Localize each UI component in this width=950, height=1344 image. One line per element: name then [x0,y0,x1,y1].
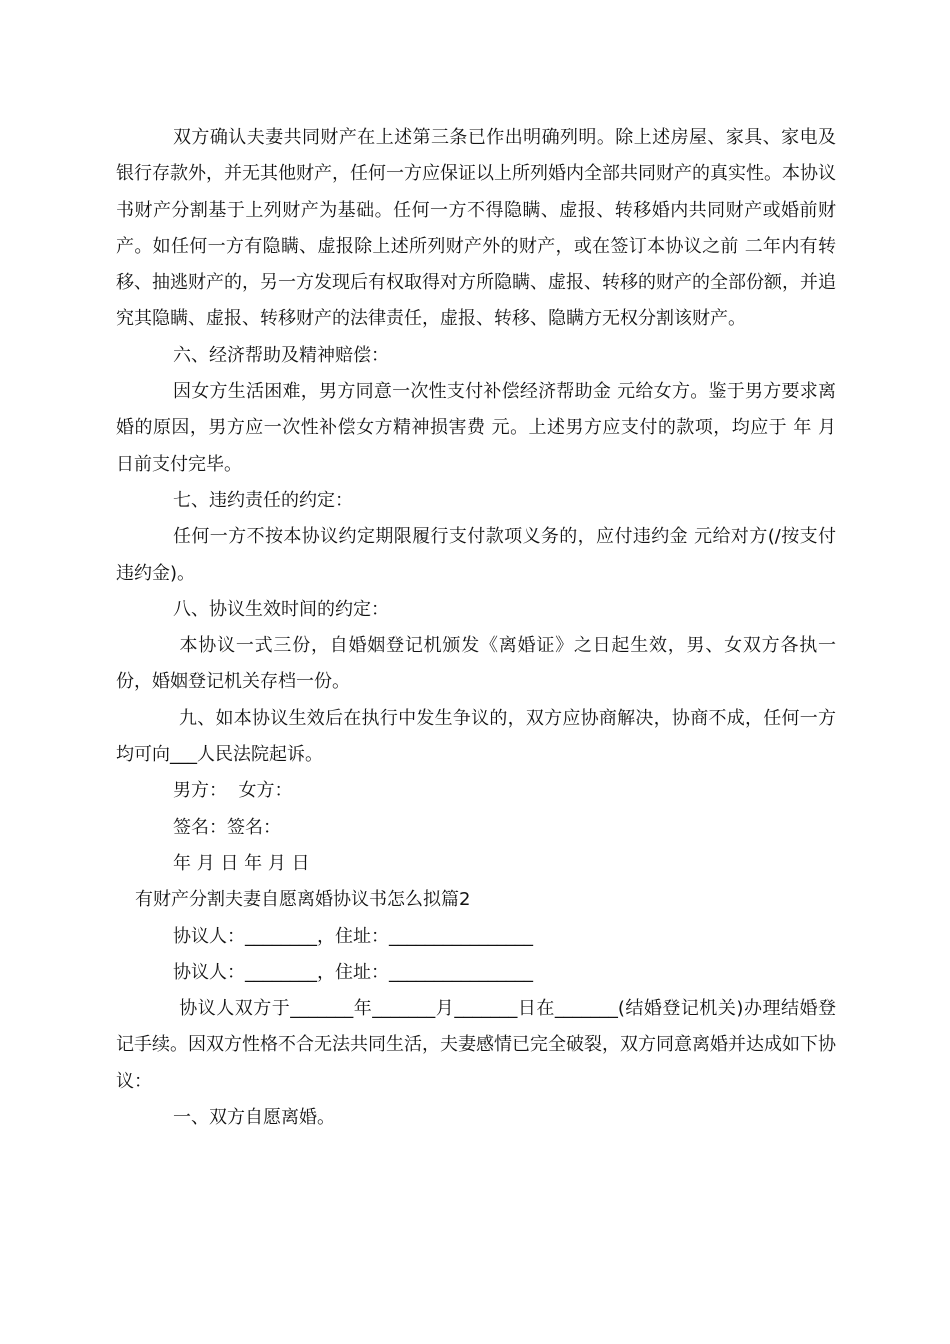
article-title: 有财产分割夫妻自愿离婚协议书怎么拟篇2 [135,889,471,911]
paragraph-economic-help: 因女方生活困难，男方同意一次性支付补偿经济帮助金 元给女方。鉴于男方要求离婚的原因，男方应一次性补偿女方精神损害费 元。上述男方应支付的款项，均应于 年 月 日前支付完毕。 [116,381,842,475]
signature-date-line: 年 月 日 年 月 日 [173,852,310,874]
document-page [116,120,842,1136]
signature-parties-line: 男方： 女方： [173,780,293,802]
section-heading-effective-time: 八、协议生效时间的约定： [173,598,389,620]
paragraph-property-confirmation: 双方确认夫妻共同财产在上述第三条已作出明确列明。除上述房屋、家具、家电及银行存款外，并无其他财产，任何一方应保证以上所列婚内全部共同财产的真实性。本协议书财产分割基于上列财产为基础。任何一方不得隐瞒、虚报、转移婚内共同财产或婚前财产。如任何一方有隐瞒、虚报除上述所列财产外的财产，或在签订本协议之前 二年内有转移、抽逃财产的，另一方发现后有权取得对方所隐瞒、虚报、转移的财产的全部份额，并追究其隐瞒、虚报、转移财产的法律责任，虚报、转移、隐瞒方无权分割该财产。 [116,127,836,330]
paragraph-dispute: 九、如本协议生效后在执行中发生争议的，双方应协商解决，协商不成，任何一方均可向___人民法院起诉。 [116,707,836,766]
section-heading-economic-help: 六、经济帮助及精神赔偿： [173,344,389,366]
section-heading-breach: 七、违约责任的约定： [173,489,353,511]
paragraph-breach: 任何一方不按本协议约定期限履行支付款项义务的，应付违约金 元给对方(/按支付违约金)。 [116,526,836,584]
party-line-2: 协议人：________，住址：________________ [173,961,533,983]
party-line-1: 协议人：________，住址：________________ [173,925,533,947]
signature-sign-line: 签名：签名： [173,816,281,838]
paragraph-effective-time: 本协议一式三份，自婚姻登记机颁发《离婚证》之日起生效，男、女双方各执一份，婚姻登记机关存档一份。 [116,635,836,693]
clause-voluntary-divorce: 一、双方自愿离婚。 [173,1107,335,1129]
paragraph-marriage-registration: 协议人双方于_______年_______月_______日在_______(结婚登记机关)办理结婚登记手续。因双方性格不合无法共同生活，夫妻感情已完全破裂，双方同意离婚并达成如下协议： [116,998,836,1092]
